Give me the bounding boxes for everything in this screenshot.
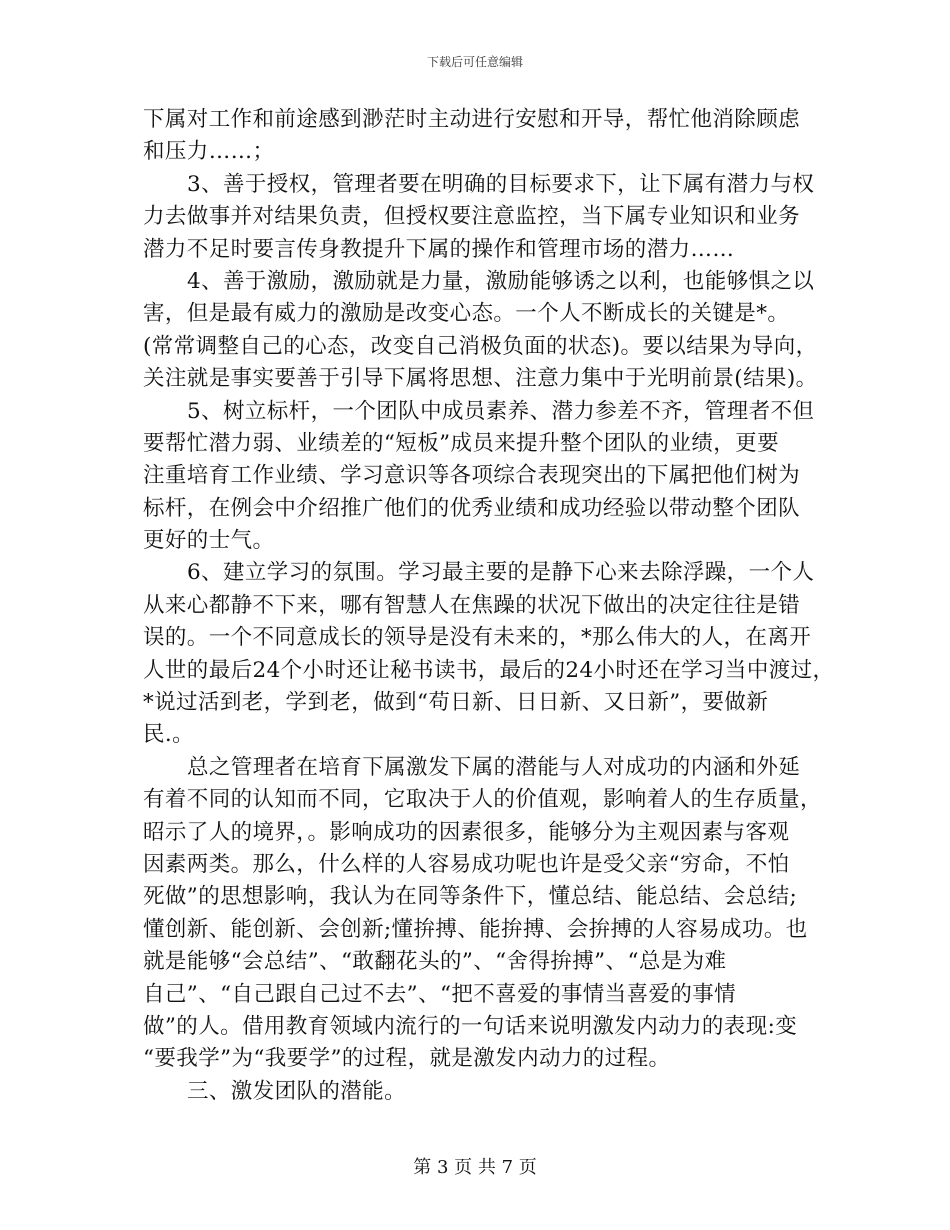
paragraph-start-line: 总之管理者在培育下属激发下属的潜能与人对成功的内涵和外延 bbox=[187, 754, 801, 780]
text-line: 更好的士气。 bbox=[143, 528, 275, 554]
text-line: 潜力不足时要言传身教提升下属的操作和管理市场的潜力…… bbox=[143, 236, 735, 262]
text-line: 注重培育工作业绩、学习意识等各项综合表现突出的下属把他们树为 bbox=[143, 463, 801, 489]
text-line: 关注就是事实要善于引导下属将思想、注意力集中于光明前景(结果)。 bbox=[143, 366, 818, 392]
text-line: 自己”、“自己跟自己过不去”、“把不喜爱的事情当喜爱的事情 bbox=[143, 981, 737, 1007]
page-number: 第 3 页 共 7 页 bbox=[413, 1157, 537, 1178]
text-line: 和压力……； bbox=[143, 139, 275, 165]
text-line: 标杆，在例会中介绍推广他们的优秀业绩和成功经验以带动整个团队 bbox=[143, 495, 801, 521]
paragraph-start-line: 3、善于授权，管理者要在明确的目标要求下，让下属有潜力与权 bbox=[187, 171, 815, 197]
text-line: 从来心都静不下来，哪有智慧人在焦躁的状况下做出的决定往往是错 bbox=[143, 592, 801, 618]
paragraph-start-line: 6、建立学习的氛围。学习最主要的是静下心来去除浮躁，一个人 bbox=[187, 560, 815, 586]
text-line: 就是能够“会总结”、“敢翻花头的”、“舍得拚搏”、“总是为难 bbox=[143, 949, 727, 975]
document-body bbox=[143, 104, 833, 1108]
text-line: 误的。一个不同意成长的领导是没有未来的，*那么伟大的人，在离开 bbox=[143, 625, 812, 651]
text-line: 有着不同的认知而不同，它取决于人的价值观，影响着人的生存质量， bbox=[143, 787, 822, 813]
text-line: (常常调整自己的心态，改变自己消极负面的状态)。要以结果为导向， bbox=[143, 333, 818, 359]
text-line: *说过活到老，学到老，做到“苟日新、日日新、又日新”，要做新 bbox=[143, 690, 769, 716]
text-line: 昭示了人的境界，。影响成功的因素很多，能够分为主观因素与客观 bbox=[143, 819, 790, 845]
text-line: 人世的最后24个小时还让秘书读书，最后的24小时还在学习当中渡过， bbox=[143, 657, 835, 683]
paragraph-start-line: 4、善于激励，激励就是力量，激励能够诱之以利，也能够惧之以 bbox=[187, 268, 815, 294]
section-heading: 三、激发团队的潜能。 bbox=[187, 1078, 407, 1104]
text-line: 要帮忙潜力弱、业绩差的“短板”成员来提升整个团队的业绩，更要 bbox=[143, 430, 779, 456]
text-line: 因素两类。那么，什么样的人容易成功呢也许是受父亲“穷命，不怕 bbox=[143, 851, 790, 877]
text-line: 力去做事并对结果负责，但授权要注意监控，当下属专业知识和业务 bbox=[143, 204, 801, 230]
text-line: 下属对工作和前途感到渺茫时主动进行安慰和开导，帮忙他消除顾虑 bbox=[143, 107, 801, 132]
text-line: “要我学”为“我要学”的过程，就是激发内动力的过程。 bbox=[143, 1046, 671, 1072]
text-line: 做”的人。借用教育领域内流行的一句话来说明激发内动力的表现:变 bbox=[143, 1013, 798, 1039]
text-line: 害，但是最有威力的激励是改变心态。一个人不断成长的关键是*。 bbox=[143, 301, 790, 327]
paragraph-start-line: 5、树立标杆，一个团队中成员素养、潜力参差不齐，管理者不但 bbox=[187, 398, 815, 424]
page-header: 下载后可任意编辑 bbox=[426, 55, 523, 69]
text-line: 死做”的思想影响，我认为在同等条件下，懂总结、能总结、会总结; bbox=[143, 884, 798, 910]
text-line: 民.。 bbox=[143, 722, 195, 748]
text-line: 懂创新、能创新、会创新;懂拚搏、能拚搏、会拚搏的人容易成功。也 bbox=[143, 916, 808, 942]
